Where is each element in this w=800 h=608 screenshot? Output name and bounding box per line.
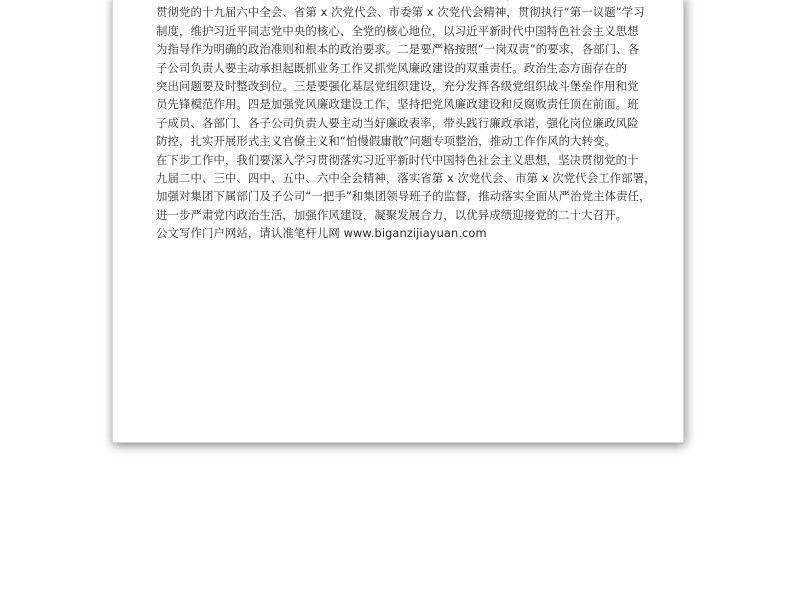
text-line: 子成员、各部门、各子公司负责人要主动当好廉政表率，带头践行廉政承诺，强化岗位廉政风险 (156, 115, 639, 130)
text-line: 突出问题要及时整改到位。三是要强化基层党组织建设，充分发挥各级党组织战斗堡垒作用和党 (156, 78, 639, 93)
text-line: 员先锋模范作用。四是加强党风廉政建设工作，坚持把党风廉政建设和反腐败责任顶在前面。班 (156, 97, 639, 112)
text-line: 子公司负责人要主动承担起既抓业务工作又抓党风廉政建设的双重责任。政治生态方面存在的 (156, 60, 628, 75)
document-page (113, 0, 683, 442)
paragraph-start-line: 在下步工作中，我们要深入学习贯彻落实习近平新时代中国特色社会主义思想，坚决贯彻党的十 (156, 152, 639, 167)
footer-website-note: 公文写作门户网站，请认准笔杆儿网 www.biganzijiayuan.com (156, 226, 487, 241)
text-line: 进一步严肃党内政治生活，加强作风建设，凝聚发展合力，以优异成绩迎接党的二十大召开。 (156, 207, 628, 222)
text-line: 为指导作为明确的政治准则和根本的政治要求。二是要严格按照“一岗双责”的要求，各部门、各 (156, 42, 640, 57)
text-line: 防控，扎实开展形式主义官僚主义和“怕慢假庸散”问题专项整治，推动工作作风的大转变。 (156, 134, 617, 149)
text-line: 九届二中、三中、四中、五中、六中全会精神，落实省第 x 次党代会、市第 x 次党代会工作部署， (156, 170, 656, 185)
document-body (156, 0, 666, 242)
text-line: 加强对集团下属部门及子公司“一把手”和集团领导班子的监督，推动落实全面从严治党主体责任， (156, 189, 651, 204)
text-line: 贯彻党的十九届六中全会、省第 x 次党代会、市委第 x 次党代会精神，贯彻执行“第一议题”学习 (156, 5, 645, 20)
text-line: 制度，维护习近平同志党中央的核心、全党的核心地位，以习近平新时代中国特色社会主义思想 (156, 23, 639, 38)
